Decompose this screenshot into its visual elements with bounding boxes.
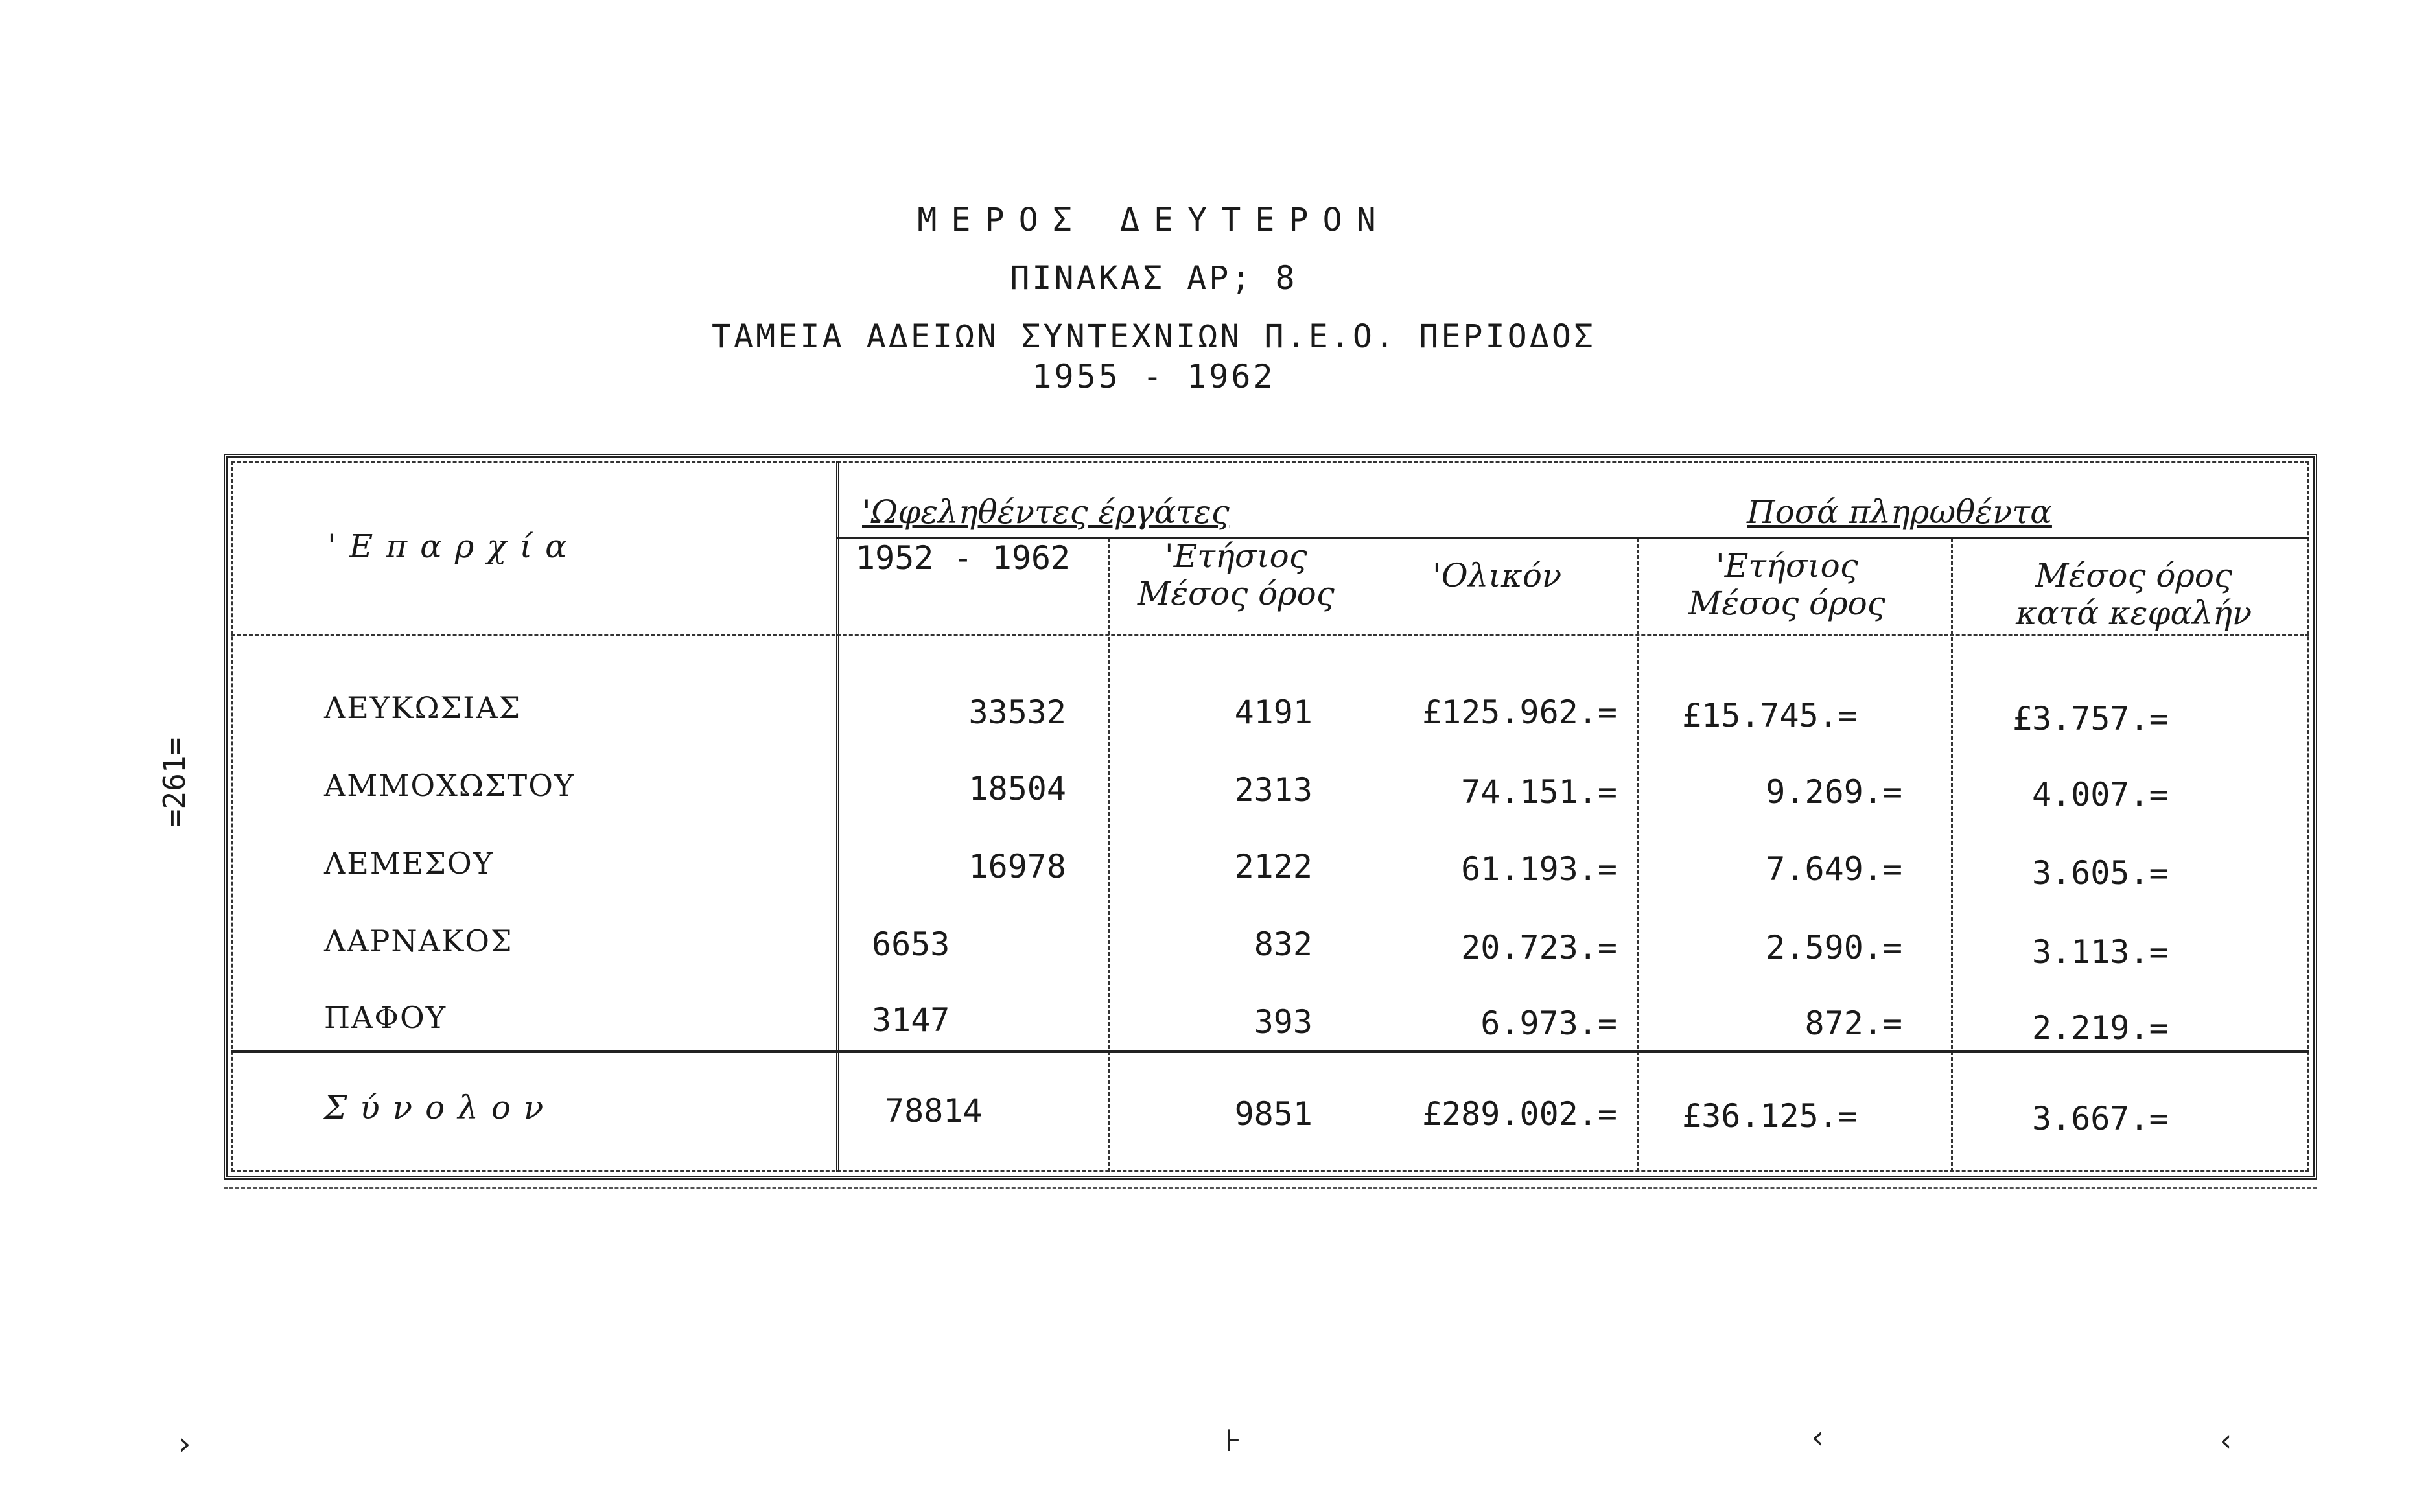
annual-amount-cell: 2.590.= xyxy=(1766,929,1902,966)
binding-mark-icon: ‹ xyxy=(2217,1423,2235,1459)
table-number: ΠΙΝΑΚΑΣ ΑΡ; 8 xyxy=(1010,259,1298,297)
total-amount-cell: 74.151.= xyxy=(1461,773,1617,811)
workers-cell: 33532 xyxy=(968,693,1066,731)
grand-total-amount-cell: £289.002.= xyxy=(1421,1095,1617,1133)
region-cell: ΑΜΜΟΧΩΣΤΟΥ xyxy=(324,768,576,803)
col-region-header: 'Επαρχία xyxy=(327,528,580,565)
total-label: Σύνολον xyxy=(324,1089,557,1126)
col-amount-avg-header: 'Ετήσιος Μέσος όρος xyxy=(1688,547,1885,622)
total-per-head-cell: 3.667.= xyxy=(2032,1100,2169,1137)
divider-annual xyxy=(1951,538,1953,1172)
workers-cell: 16978 xyxy=(968,848,1066,885)
col-workers-total-header: 1952 - 1962 xyxy=(856,539,1071,577)
page-number: =261= xyxy=(157,737,193,828)
divider-total xyxy=(1637,538,1639,1172)
region-cell: ΛΑΡΝΑΚΟΣ xyxy=(324,924,513,959)
per-head-cell: 3.113.= xyxy=(2032,933,2169,971)
group-amounts-header: Ποσά πληρωθέντα xyxy=(1747,493,2052,531)
annual-amount-cell: 872.= xyxy=(1804,1005,1902,1042)
avg-workers-cell: 832 xyxy=(1254,925,1313,963)
divider-region xyxy=(836,461,839,1172)
divider-workers xyxy=(1108,538,1110,1172)
total-amount-cell: 6.973.= xyxy=(1480,1005,1617,1042)
annual-amount-cell: 7.649.= xyxy=(1766,850,1902,888)
col-amount-total-header: 'Ολικόν xyxy=(1432,557,1562,594)
avg-workers-cell: 393 xyxy=(1254,1003,1313,1041)
group-header-rule xyxy=(836,537,2309,539)
table-title: ΤΑΜΕΙΑ ΑΔΕΙΩΝ ΣΥΝΤΕΧΝΙΩΝ Π.Ε.Ο. ΠΕΡΙΟΔΟΣ xyxy=(711,318,1596,355)
region-cell: ΛΕΜΕΣΟΥ xyxy=(324,846,495,881)
total-workers-cell: 78814 xyxy=(885,1092,983,1130)
per-head-cell: £3.757.= xyxy=(2013,700,2169,738)
region-cell: ΛΕΥΚΩΣΙΑΣ xyxy=(324,690,522,725)
statistics-table xyxy=(224,454,2317,1180)
per-head-cell: 2.219.= xyxy=(2032,1009,2169,1047)
binding-mark-icon: ‹ xyxy=(1808,1419,1827,1456)
total-annual-amount-cell: £36.125.= xyxy=(1682,1097,1858,1135)
annual-amount-cell: £15.745.= xyxy=(1682,697,1858,734)
table-period: 1955 - 1962 xyxy=(1032,358,1276,395)
total-amount-cell: 61.193.= xyxy=(1461,850,1617,888)
total-amount-cell: 20.723.= xyxy=(1461,929,1617,966)
per-head-cell: 3.605.= xyxy=(2032,854,2169,892)
part-heading: ΜΕΡΟΣ ΔΕΥΤΕΡΟΝ xyxy=(917,201,1390,238)
region-cell: ΠΑΦΟΥ xyxy=(324,1000,447,1035)
avg-workers-cell: 4191 xyxy=(1234,693,1313,731)
avg-workers-cell: 2122 xyxy=(1234,848,1313,885)
workers-cell: 18504 xyxy=(968,770,1066,808)
workers-cell: 6653 xyxy=(872,925,950,963)
divider-amounts xyxy=(1384,461,1386,1172)
total-avg-workers-cell: 9851 xyxy=(1234,1095,1313,1133)
footer-rule xyxy=(224,1187,2317,1189)
total-rule xyxy=(231,1050,2309,1053)
avg-workers-cell: 2313 xyxy=(1234,771,1313,809)
total-amount-cell: £125.962.= xyxy=(1421,693,1617,731)
col-per-head-header: Μέσος όρος κατά κεφαλήν xyxy=(2016,557,2252,632)
binding-mark-icon: ⊦ xyxy=(1225,1423,1241,1459)
header-rule xyxy=(231,634,2309,636)
binding-mark-icon: › xyxy=(175,1426,194,1462)
col-workers-avg-header: 'Ετήσιος Μέσος όρος xyxy=(1138,537,1335,612)
per-head-cell: 4.007.= xyxy=(2032,776,2169,813)
workers-cell: 3147 xyxy=(872,1001,950,1039)
group-workers-header: 'Ωφεληθέντες έργάτες xyxy=(862,493,1230,531)
annual-amount-cell: 9.269.= xyxy=(1766,773,1902,811)
